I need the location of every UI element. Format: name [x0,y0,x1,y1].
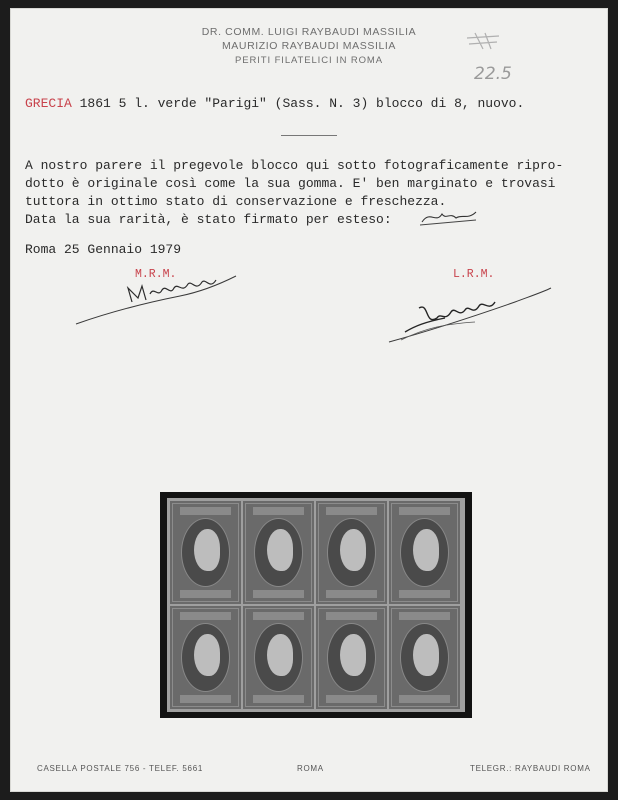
footer-left: CASELLA POSTALE 756 - TELEF. 5661 [37,764,203,773]
footer-right: TELEGR.: RAYBAUDI ROMA [470,764,591,773]
stamp-block [167,498,465,712]
hermes-head-icon [194,529,220,571]
place-date: Roma 25 Gennaio 1979 [25,242,182,257]
pencil-price-note: 22.5 [474,64,512,84]
body-line-2: dotto è originale così come la sua gomma. E' ben marginato e trovasi [25,176,556,191]
separator-line [281,135,337,136]
hermes-head-icon [413,529,439,571]
pencil-mark-icon [463,30,503,52]
certificate-title [25,96,524,111]
body-line-3: tuttora in ottimo stato di conservazione e freschezza. [25,194,447,209]
footer-center: ROMA [297,764,324,773]
stamp-r2c2 [243,606,314,709]
hermes-head-icon [194,634,220,676]
stamp-description: 1861 5 l. verde "Parigi" (Sass. N. 3) blocco di 8, nuovo. [71,96,525,111]
header-line-3: PERITI FILATELICI IN ROMA [235,55,383,66]
stamp-r2c1 [170,606,241,709]
header-line-2: MAURIZIO RAYBAUDI MASSILIA [221,40,397,52]
hermes-head-icon [413,634,439,676]
hermes-head-icon [340,634,366,676]
right-signature-icon [385,282,555,348]
stamp-r2c4 [389,606,460,709]
stamp-r1c1 [170,501,241,604]
left-signature-icon [70,272,240,328]
inline-signature-icon [420,206,480,228]
signature-initials-left: M.R.M. [135,268,177,281]
body-line-4: Data la sua rarità, è stato firmato per esteso: [25,212,392,227]
stamp-r2c3 [316,606,387,709]
signature-initials-right: L.R.M. [453,268,495,281]
stamp-r1c4 [389,501,460,604]
hermes-head-icon [267,529,293,571]
stamp-r1c2 [243,501,314,604]
header-line-1: DR. COMM. LUIGI RAYBAUDI MASSILIA [201,26,417,38]
country-name: GRECIA [25,96,72,111]
stamp-r1c3 [316,501,387,604]
body-line-1: A nostro parere il pregevole blocco qui sotto fotograficamente ripro- [25,158,564,173]
hermes-head-icon [267,634,293,676]
hermes-head-icon [340,529,366,571]
